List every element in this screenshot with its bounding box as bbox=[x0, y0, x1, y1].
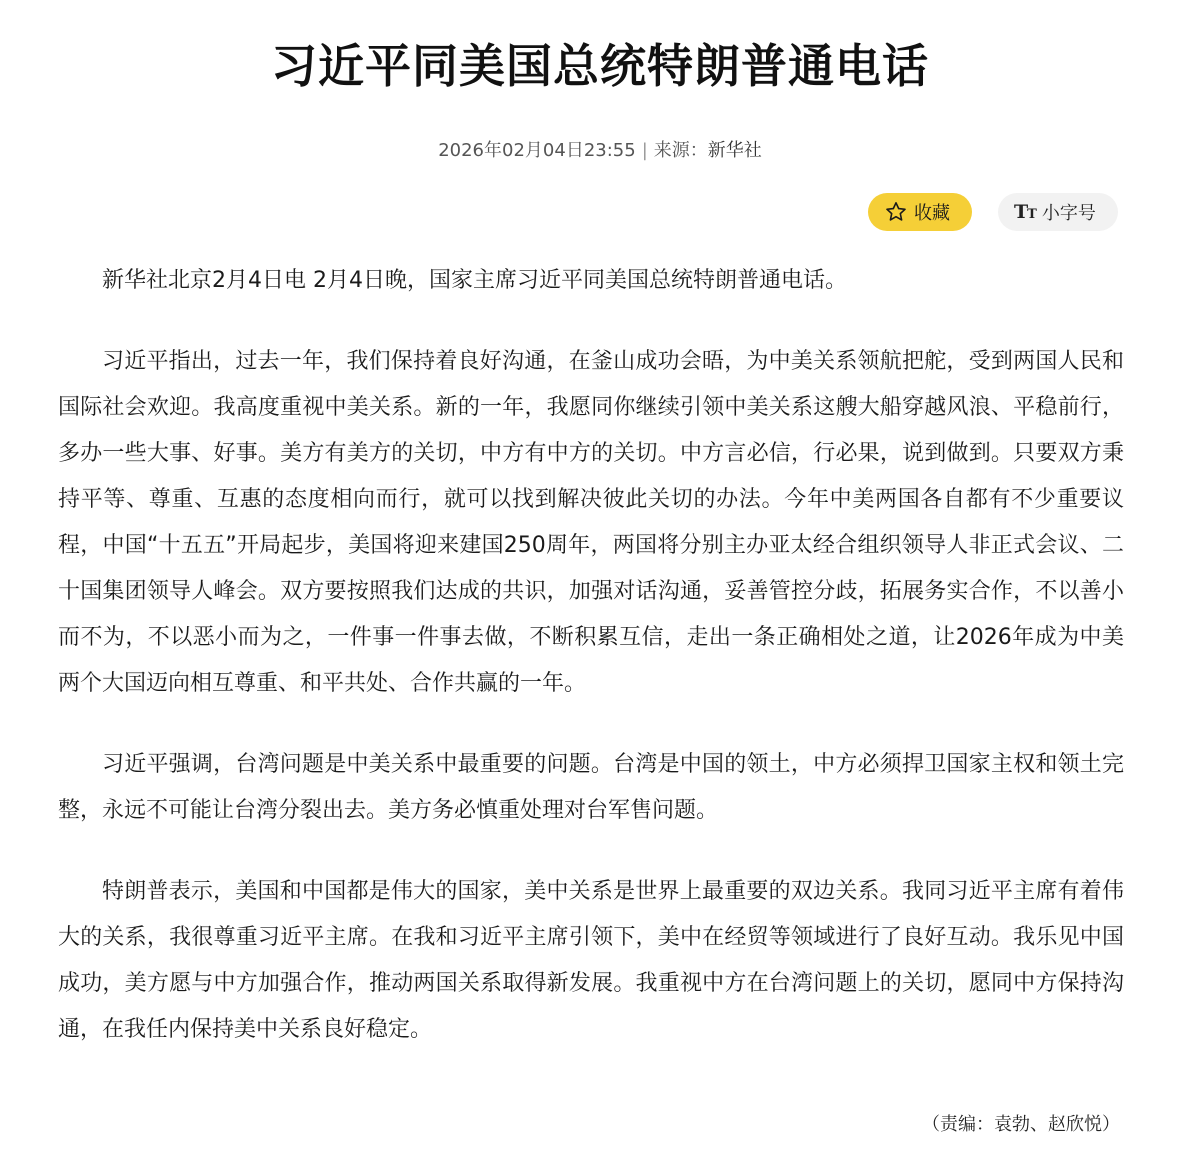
article-toolbar bbox=[868, 193, 1118, 231]
paragraph-2: 习近平指出，过去一年，我们保持着良好沟通，在釜山成功会晤，为中美关系领航把舵，受到两国人民和国际社会欢迎。我高度重视中美关系。新的一年，我愿同你继续引领中美关系这艘大船穿越风浪、平稳前行，多办一些大事、好事。美方有美方的关切，中方有中方的关切。中方言必信，行必果，说到做到。只要双方秉持平等、尊重、互惠的态度相向而行，就可以找到解决彼此关切的办法。今年中美两国各自都有不少重要议程，中国“十五五”开局起步，美国将迎来建国250周年，两国将分别主办亚太经合组织领导人非正式会议、二十国集团领导人峰会。双方要按照我们达成的共识，加强对话沟通，妥善管控分歧，拓展务实合作，不以善小而不为，不以恶小而为之，一件事一件事去做，不断积累互信，走出一条正确相处之道，让2026年成为中美两个大国迈向相互尊重、和平共处、合作共赢的一年。 bbox=[58, 349, 1124, 696]
article-title: 习近平同美国总统特朗普通电话 bbox=[271, 39, 929, 93]
publish-date: 2026年02月04日23:55 bbox=[438, 140, 636, 161]
font-size-glyph-large: T bbox=[1014, 201, 1028, 223]
collect-label: 收藏 bbox=[914, 203, 950, 224]
paragraph-3: 习近平强调，台湾问题是中美关系中最重要的问题。台湾是中国的领土，中方必须捍卫国家主权和领土完整，永远不可能让台湾分裂出去。美方务必慎重处理对台军售问题。 bbox=[58, 752, 1124, 823]
paragraph-1: 新华社北京2月4日电 2月4日晚，国家主席习近平同美国总统特朗普通电话。 bbox=[102, 268, 847, 293]
font-size-icon bbox=[1014, 201, 1036, 223]
star-icon bbox=[884, 200, 908, 224]
article-meta bbox=[0, 138, 1200, 164]
article-body bbox=[58, 258, 1124, 1088]
source-name: 新华社 bbox=[707, 140, 762, 161]
meta-separator: | bbox=[641, 140, 648, 161]
font-size-button[interactable] bbox=[998, 193, 1118, 231]
font-size-glyph-small: T bbox=[1027, 207, 1036, 222]
paragraph-4: 特朗普表示，美国和中国都是伟大的国家，美中关系是世界上最重要的双边关系。我同习近平主席有着伟大的关系，我很尊重习近平主席。在我和习近平主席引领下，美中在经贸等领域进行了良好互动。我乐见中国成功，美方愿与中方加强合作，推动两国关系取得新发展。我重视中方在台湾问题上的关切，愿同中方保持沟通，在我任内保持美中关系良好稳定。 bbox=[58, 879, 1124, 1042]
font-size-label: 小字号 bbox=[1041, 203, 1096, 224]
editor-credit: （责编：袁勃、赵欣悦） bbox=[922, 1114, 1120, 1135]
source-label: 来源： bbox=[653, 140, 708, 161]
collect-button[interactable] bbox=[868, 193, 972, 231]
